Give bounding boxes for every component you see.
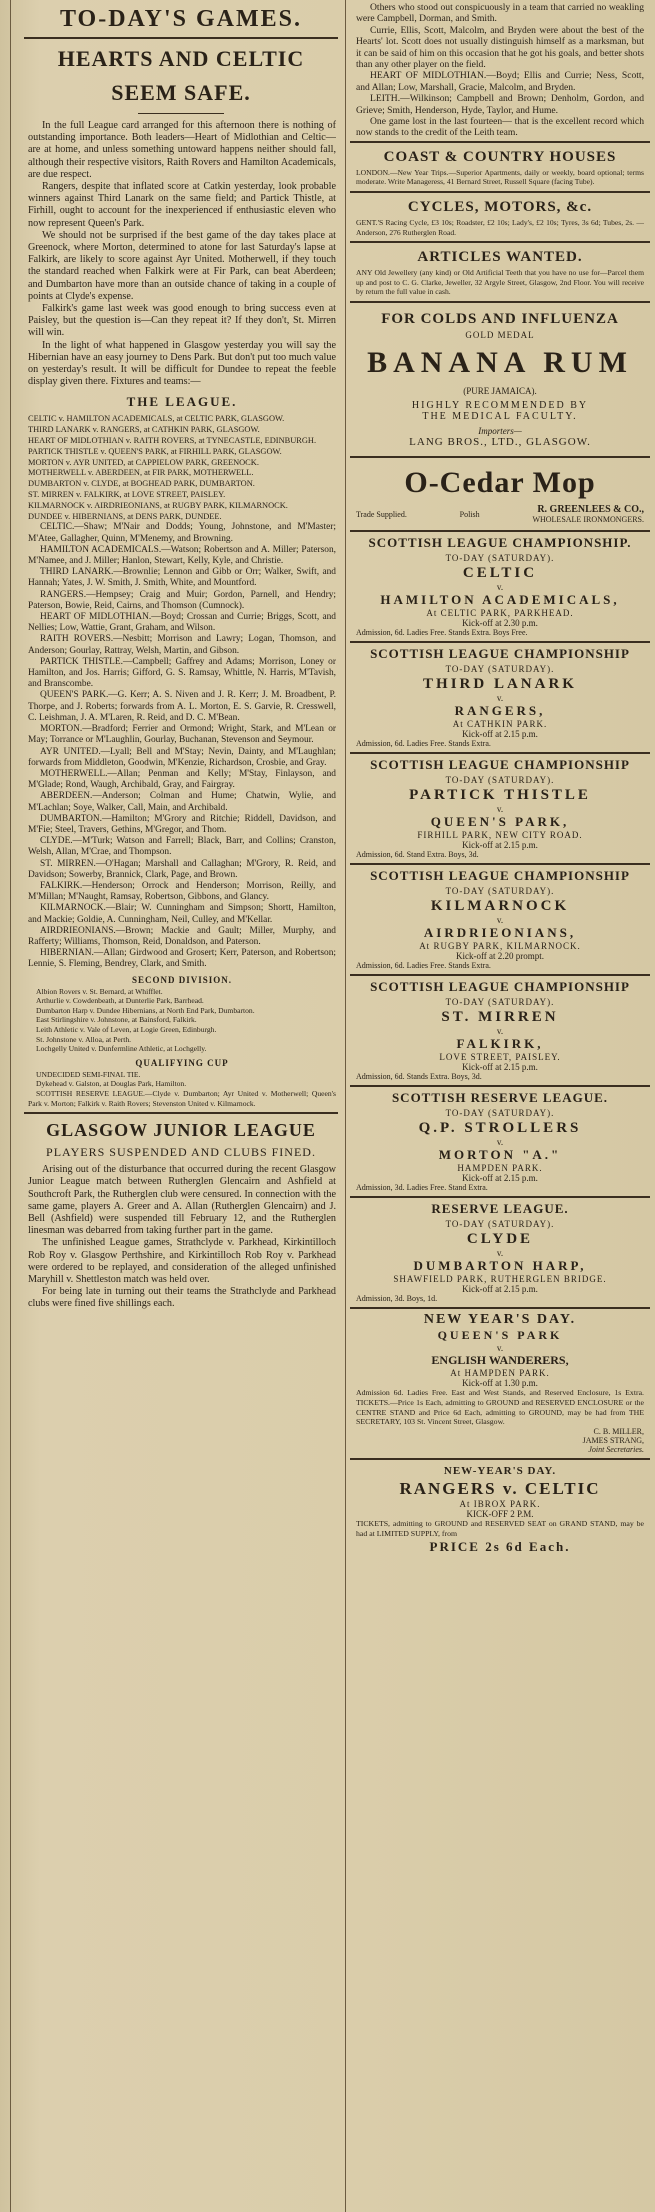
ocedar-footer — [356, 504, 644, 524]
coast-country-text: LONDON.—New Year Trips.—Superior Apartments, daily or weekly, board optional; terms moderate. Write Manageress, 41 Bernard Street, Russell Square (facing Tube). — [356, 167, 644, 187]
rangers-celtic-venue: At IBROX PARK. — [459, 1499, 541, 1510]
match-venue: At CELTIC PARK, PARKHEAD. — [426, 608, 574, 619]
match-venue: At RUGBY PARK, KILMARNOCK. — [419, 941, 581, 952]
report-paragraph: Others who stood out conspicuously in a team that carried no weakling were Campbell, Dorman, and Smith. — [356, 2, 644, 25]
match-team-home: KILMARNOCK — [430, 898, 570, 915]
glasgow-rule — [24, 1112, 338, 1114]
versus-label: v. — [496, 1137, 504, 1148]
team-lineup: RANGERS.—Hempsey; Craig and Muir; Gordon, Parnell, and Hendry; Paterson, Bowie, Reid, Cairns, and Thomson (Cumnock). — [28, 589, 336, 611]
new-years-text: Admission 6d. Ladies Free. East and West Stands, and Reserved Enclosure, 1s Extra. TICKETS.—Price 1s Each, admitting to GROUND and RESERVED ENCLOSURE or the CENTRE STAND and Price 6d Each, admitting to GROUND, may be had from THE SECRETARY, 103 St. Vincent Street, Glasgow. — [356, 1388, 644, 1427]
team-lineup: KILMARNOCK.—Blair; W. Cunningham and Simpson; Shortt, Hamilton, and Mackie; Goldie, A. Cunningham, Neil, Culley, and M'Kellar. — [28, 903, 336, 925]
rangers-celtic-text: TICKETS, admitting to GROUND and RESERVED SEAT on GRAND STAND, may be had at LIMITED SUPPLY, from — [356, 1519, 644, 1539]
match-ad — [350, 1085, 650, 1196]
match-kickoff: Kick-off at 2.20 prompt. — [455, 951, 545, 962]
fixture-item: ST. MIRREN v. FALKIRK, at LOVE STREET, PAISLEY. — [28, 490, 226, 500]
match-ad — [350, 530, 650, 641]
ocedar-logo: O-Cedar Mop — [404, 466, 596, 500]
match-heading: RESERVE LEAGUE. — [431, 1201, 569, 1217]
match-admission: Admission, 6d. Stand Extra. Boys, 3d. — [356, 850, 479, 860]
match-admission: Admission, 3d. Boys, 1d. — [356, 1294, 438, 1304]
fixture-item: PARTICK THISTLE v. QUEEN'S PARK, at FIRHILL PARK, GLASGOW. — [28, 446, 282, 456]
new-years-day-ad — [350, 1307, 650, 1458]
match-date: TO-DAY (SATURDAY). — [445, 997, 555, 1008]
match-team-away: HAMILTON ACADEMICALS, — [380, 592, 620, 608]
match-heading: SCOTTISH LEAGUE CHAMPIONSHIP — [370, 868, 630, 884]
match-date: TO-DAY (SATURDAY). — [445, 886, 555, 897]
match-ad — [350, 974, 650, 1085]
new-years-sig-2: JAMES STRANG, — [582, 1436, 644, 1446]
new-years-team-2: ENGLISH WANDERERS, — [431, 1353, 569, 1368]
match-team-away: QUEEN'S PARK, — [430, 814, 570, 830]
versus-label: v. — [496, 915, 504, 926]
rum-top-heading: FOR COLDS AND INFLUENZA — [381, 311, 619, 328]
rangers-celtic-kickoff: KICK-OFF 2 P.M. — [466, 1509, 534, 1520]
coast-country-heading: COAST & COUNTRY HOUSES — [383, 148, 617, 165]
second-division-fixture: Dumbarton Harp v. Dundee Hibernians, at North End Park, Dumbarton. — [36, 1005, 255, 1015]
ocedar-firm-2: WHOLESALE IRONMONGERS. — [532, 515, 644, 525]
match-venue: FIRHILL PARK, NEW CITY ROAD. — [417, 830, 583, 841]
match-team-away: RANGERS, — [454, 703, 546, 719]
qualifying-item: UNDECIDED SEMI-FINAL TIE. — [36, 1069, 141, 1079]
match-kickoff: Kick-off at 2.15 p.m. — [462, 1062, 538, 1073]
team-lineup: DUMBARTON.—Hamilton; M'Grory and Ritchie; Riddell, Davidson, and M'Fie; Steel, Travers, Gethins, M'Gregor, and Thom. — [28, 813, 336, 835]
headline-rule — [138, 113, 224, 114]
team-lineup: ST. MIRREN.—O'Hagan; Marshall and Callaghan; M'Grory, R. Reid, and Davidson; Sowerby, Brannick, Clark, Page, and Brown. — [28, 858, 336, 880]
match-ad — [350, 863, 650, 974]
match-date: TO-DAY (SATURDAY). — [445, 1219, 555, 1230]
match-team-home: ST. MIRREN — [441, 1009, 559, 1026]
cycles-heading: CYCLES, MOTORS, &c. — [407, 199, 593, 216]
new-years-team-1: QUEEN'S PARK — [437, 1328, 563, 1343]
article-paragraph: We should not be surprised if the best game of the day takes place at Greenock, where Morton, determined to atone for last Saturday's lapse at Falkirk, are likely to score against Ayr United. Motherwell, if they touch the standard reached when Falkirk were at Fir Park, can beat Aberdeen; and Dumbarton have more than an outside chance of taking in a couple of points at Clyde's expense. — [28, 229, 336, 302]
report-paragraph: LEITH.—Wilkinson; Campbell and Brown; Denholm, Gordon, and Grieve; Smith, Henderson, Hyde, Taylor, and Hume. — [356, 93, 644, 116]
match-heading: SCOTTISH LEAGUE CHAMPIONSHIP — [370, 979, 630, 995]
ocedar-ad — [350, 456, 650, 530]
rangers-celtic-title: RANGERS v. CELTIC — [399, 1479, 601, 1499]
report-paragraph: One game lost in the last fourteen— that is the excellent record which now stands to the credit of the Leith team. — [356, 116, 644, 139]
match-heading: SCOTTISH RESERVE LEAGUE. — [391, 1090, 609, 1106]
match-team-away: FALKIRK, — [456, 1036, 544, 1052]
match-kickoff: Kick-off at 2.15 p.m. — [462, 1284, 538, 1295]
team-lineup: AIRDRIEONIANS.—Brown; Mackie and Gault; Miller, Murphy, and Rafferty; Williams, Thomson, Reid, Donaldson, and Paterson. — [28, 925, 336, 947]
team-lineup: THIRD LANARK.—Brownlie; Lennon and Gibb or Orr; Walker, Swift, and Hannah; Yates, J. W. Smith, J. Smith, White, and Mountford. — [28, 567, 336, 589]
glasgow-paragraph: The unfinished League games, Strathclyde v. Parkhead, Kirkintilloch Rob Roy v. Glasgow Perthshire, and Kirkintilloch Rob Roy v. Parkhead were ordered to be replayed, and consideration of the alleged unfinished Maryhill v. Shettleston match was held over. — [28, 1237, 336, 1285]
match-team-home: CELTIC — [462, 565, 538, 582]
team-lineup: PARTICK THISTLE.—Campbell; Gaffrey and Adams; Morrison, Loney or Hamilton, and Jos. Harris; Gifford, G. S. Ramsay, Whittle, N. Harris, M'Tavish, and Branscombe. — [28, 656, 336, 690]
ocedar-firm-block — [532, 504, 644, 524]
report-paragraph: HEART OF MIDLOTHIAN.—Boyd; Ellis and Currie; Ness, Scott, and Allan; Low, Marshall, Gracie, Malcolm, and Bryden. — [356, 70, 644, 93]
rum-recommended: HIGHLY RECOMMENDED BY — [411, 400, 589, 412]
team-lineup: QUEEN'S PARK.—G. Kerr; A. S. Niven and J. R. Kerr; J. M. Broadbent, P. Thorpe, and J. Roberts; forwards from A. L. Morton, E. S. Garvie, R. Cresswell, C. Leishman, J. A. M'Laren, R. Reid, and D. C. M'Bean. — [28, 690, 336, 723]
match-admission: Admission, 6d. Stands Extra. Boys, 3d. — [356, 1072, 482, 1082]
second-division-fixture: Leith Athletic v. Vale of Leven, at Logie Green, Edinburgh. — [36, 1024, 217, 1034]
match-team-home: Q.P. STROLLERS — [418, 1120, 582, 1137]
second-division-fixture: Lochgelly United v. Dunfermline Athletic, at Lochgelly. — [36, 1044, 207, 1054]
match-date: TO-DAY (SATURDAY). — [445, 664, 555, 675]
fixture-item: THIRD LANARK v. RANGERS, at CATHKIN PARK, GLASGOW. — [28, 425, 260, 435]
new-years-heading: NEW YEAR'S DAY. — [423, 1312, 577, 1328]
rum-importers: Importers— — [478, 426, 522, 437]
article-paragraph: Rangers, despite that inflated score at Catkin yesterday, look probable winners against Third Lanark on the same field; and Partick Thistle, at Firhill, ought to account for the inexperienced if enthusiastic eleven who now represent Queen's Park. — [28, 181, 336, 229]
qualifying-item: Dykehead v. Galston, at Douglas Park, Hamilton. — [36, 1079, 187, 1089]
match-admission: Admission, 6d. Ladies Free. Stands Extra. Boys Free. — [356, 628, 528, 638]
ocedar-trade: Trade Supplied. — [356, 509, 407, 519]
glasgow-paragraph: For being late in turning out their teams the Strathclyde and Parkhead clubs were fined five shillings each. — [28, 1286, 336, 1310]
second-division-fixture: St. Johnstone v. Alloa, at Perth. — [36, 1034, 132, 1044]
banana-rum-ad — [350, 301, 650, 456]
match-date: TO-DAY (SATURDAY). — [445, 1108, 555, 1119]
left-column — [18, 0, 344, 2212]
glasgow-paragraph: Arising out of the disturbance that occurred during the recent Glasgow Junior League match between Rutherglen Glencairn and Ashfield at Southcroft Park, the Rutherglen club were censured. In connection with the same game, players A. Greer and A. Allan (Rutherglen Glencairn) and J. Bell (Ashfield) were suspended till February 12, and the Rutherglen linesman was debarred from taking further part in the game. — [28, 1164, 336, 1237]
report-paragraph: Currie, Ellis, Scott, Malcolm, and Bryden were about the best of the Hearts' lot. Scott does not usually distinguish himself as a marksman, but it can be said of him on this occasion that he got his goals, and better shots than any other player on the field. — [356, 24, 644, 71]
match-team-home: PARTICK THISTLE — [409, 787, 591, 804]
second-division-heading: SECOND DIVISION. — [131, 974, 233, 985]
left-edge-rule — [10, 0, 11, 2212]
match-heading: SCOTTISH LEAGUE CHAMPIONSHIP — [370, 646, 630, 662]
right-column — [350, 0, 650, 2212]
versus-label: v. — [496, 582, 504, 593]
match-admission: Admission, 6d. Ladies Free. Stands Extra. — [356, 739, 491, 749]
rum-pure: (PURE JAMAICA). — [463, 386, 537, 397]
match-team-home: THIRD LANARK — [423, 676, 577, 693]
match-kickoff: Kick-off at 2.15 p.m. — [462, 1173, 538, 1184]
rangers-celtic-ad — [350, 1458, 650, 1559]
fixture-item: MORTON v. AYR UNITED, at CAPPIELOW PARK, GREENOCK. — [28, 457, 259, 467]
team-lineup: HIBERNIAN.—Allan; Girdwood and Grosert; Kerr, Paterson, and Robertson; Lennie, S. Fleming, Bendrey, Clark, and Smith. — [28, 948, 336, 970]
match-ad — [350, 1196, 650, 1307]
match-team-away: AIRDRIEONIANS, — [423, 925, 577, 941]
rangers-celtic-heading: NEW-YEAR'S DAY. — [443, 1465, 557, 1478]
team-lineup: HAMILTON ACADEMICALS.—Watson; Robertson and A. Miller; Paterson, M'Namee, and J. Miller; Hanlon, Stewart, Kelly, Kyle, and Christie. — [28, 544, 336, 567]
match-venue: At CATHKIN PARK. — [452, 719, 548, 730]
new-years-kickoff: Kick-off at 1.30 p.m. — [462, 1378, 538, 1389]
title-rule — [24, 37, 338, 39]
ocedar-polish: Polish — [459, 509, 480, 519]
match-date: TO-DAY (SATURDAY). — [445, 553, 555, 564]
article-paragraph: Falkirk's game last week was good enough to bring success even at Paisley, but the question is—Can they repeat it? If they don't, St. Mirren will win. — [28, 303, 336, 339]
glasgow-junior-heading: GLASGOW JUNIOR LEAGUE — [46, 1120, 316, 1141]
match-heading: SCOTTISH LEAGUE CHAMPIONSHIP. — [368, 535, 632, 551]
match-team-home: CLYDE — [466, 1231, 534, 1248]
team-lineup: CELTIC.—Shaw; M'Nair and Dodds; Young, Johnstone, and M'Master; M'Atee, Gallagher, Quinn, M'Menemy, and Browning. — [28, 522, 336, 544]
match-admission: Admission, 6d. Ladies Free. Stands Extra. — [356, 961, 491, 971]
league-heading: THE LEAGUE. — [126, 394, 238, 410]
headline-line-2: SEEM SAFE. — [111, 80, 251, 105]
ocedar-firm: R. GREENLEES & CO., — [537, 504, 644, 516]
articles-wanted-heading: ARTICLES WANTED. — [417, 249, 583, 266]
match-team-away: MORTON "A." — [438, 1147, 562, 1163]
article-paragraph: In the full League card arranged for this afternoon there is nothing of outstanding importance. Both leaders—Heart of Midlothian and Celtic—are at home, and unless something untoward happens neither should fall, although their respective visitors, Raith Rovers and Hamilton Academicals, are due respect. — [28, 120, 336, 180]
new-years-venue: At HAMPDEN PARK. — [450, 1368, 550, 1379]
glasgow-junior-subheading: PLAYERS SUSPENDED AND CLUBS FINED. — [46, 1145, 316, 1160]
match-heading: SCOTTISH LEAGUE CHAMPIONSHIP — [370, 757, 630, 773]
cycles-text: GENT.'S Racing Cycle, £3 10s; Roadster, £2 10s; Lady's, £2 10s; Tyres, 3s 6d; Tubes, 2s. —Anderson, 276 Rutherglen Road. — [356, 218, 644, 237]
versus-label: v. — [496, 1343, 504, 1354]
versus-label: v. — [496, 804, 504, 815]
fixture-item: CELTIC v. HAMILTON ACADEMICALS, at CELTIC PARK, GLASGOW. — [28, 414, 285, 424]
rangers-celtic-price: PRICE 2s 6d Each. — [429, 1538, 571, 1554]
cycles-ad — [350, 191, 650, 241]
coast-country-ad — [350, 141, 650, 191]
team-lineup: MOTHERWELL.—Allan; Penman and Kelly; M'Stay, Finlayson, and M'Glade; Rond, Waugh, Archibald, Gray, and Fairgray. — [28, 768, 336, 791]
team-lineup: HEART OF MIDLOTHIAN.—Boyd; Crossan and Currie; Briggs, Scott, and Nellies; Low, Wattie, Grant, Graham, and Wilson. — [28, 612, 336, 634]
team-lineup: ABERDEEN.—Anderson; Colman and Hume; Chatwin, Wylie, and M'Lachlan; Soye, Walker, Call, Main, and Archibald. — [28, 791, 336, 813]
fixture-item: MOTHERWELL v. ABERDEEN, at FIR PARK, MOTHERWELL. — [28, 468, 254, 478]
rum-medal: GOLD MEDAL — [465, 330, 535, 341]
new-years-sig-role: Joint Secretaries. — [588, 1445, 644, 1455]
match-ad — [350, 641, 650, 752]
article-body — [18, 120, 344, 1108]
match-venue: LOVE STREET, PAISLEY. — [439, 1052, 561, 1063]
section-title: TO-DAY'S GAMES. — [59, 6, 303, 32]
match-kickoff: Kick-off at 2.30 p.m. — [462, 618, 538, 629]
match-ad — [350, 752, 650, 863]
fixture-item: DUMBARTON v. CLYDE, at BOGHEAD PARK, DUMBARTON. — [28, 479, 255, 489]
second-division-fixture: East Stirlingshire v. Johnstone, at Bainsford, Falkirk. — [36, 1015, 197, 1025]
match-team-away: DUMBARTON HARP, — [413, 1258, 587, 1274]
team-lineup: RAITH ROVERS.—Nesbitt; Morrison and Lawry; Logan, Thomson, and Anderson; Gourlay, Rattray, Welsh, Martin, and Gibson. — [28, 634, 336, 656]
articles-wanted-ad — [350, 241, 650, 301]
article-paragraph: In the light of what happened in Glasgow yesterday you will say the Hibernian have an easy journey to Dens Park. But don't put too much value on yesterday's result. It will be difficult for Dundee to repeat the feeble display given there. Fixtures and teams:— — [28, 339, 336, 388]
team-lineup: CLYDE.—M'Turk; Watson and Farrell; Black, Barr, and Collins; Cranston, Welsh, Allan, M'Crae, and Thompson. — [28, 836, 336, 858]
team-lineup: FALKIRK.—Henderson; Orrock and Henderson; Morrison, Reilly, and M'Millan; M'Naught, Ramsay, Robertson, Gibbons, and Glancy. — [28, 880, 336, 903]
leith-report — [350, 0, 650, 141]
match-venue: HAMPDEN PARK. — [457, 1163, 543, 1174]
qualifying-item: SCOTTISH RESERVE LEAGUE.—Clyde v. Dumbarton; Ayr United v. Motherwell; Queen's Park v. Morton; Falkirk v. Raith Rovers; Stevenston United v. Kilmarnock. — [28, 1088, 336, 1108]
fixture-item: KILMARNOCK v. AIRDRIEONIANS, at RUGBY PARK, KILMARNOCK. — [28, 500, 288, 510]
rum-medical: THE MEDICAL FACULTY. — [422, 411, 578, 423]
second-division-fixture: Arthurlie v. Cowdenbeath, at Dunterlie Park, Barrhead. — [36, 996, 204, 1006]
fixture-item: DUNDEE v. HIBERNIANS, at DENS PARK, DUNDEE. — [28, 511, 222, 521]
versus-label: v. — [496, 1248, 504, 1259]
second-division-fixture: Albion Rovers v. St. Bernard, at Whifflet. — [36, 986, 163, 996]
match-date: TO-DAY (SATURDAY). — [445, 775, 555, 786]
column-divider — [345, 0, 346, 2212]
team-lineup: MORTON.—Bradford; Ferrier and Ormond; Wright, Stark, and M'Lean or May; Torrance or M'Laughlin, Gourlay, Buchanan, Stevenson and Seymour. — [28, 724, 336, 746]
rum-firm: LANG BROS., LTD., GLASGOW. — [409, 436, 591, 449]
versus-label: v. — [496, 693, 504, 704]
match-venue: SHAWFIELD PARK, RUTHERGLEN BRIDGE. — [393, 1274, 607, 1285]
rum-title: BANANA RUM — [367, 346, 633, 380]
match-kickoff: Kick-off at 2.15 p.m. — [462, 840, 538, 851]
fixture-item: HEART OF MIDLOTHIAN v. RAITH ROVERS, at TYNECASTLE, EDINBURGH. — [28, 436, 317, 446]
match-admission: Admission, 3d. Ladies Free. Stand Extra. — [356, 1183, 488, 1193]
match-list — [350, 530, 650, 1307]
match-kickoff: Kick-off at 2.15 p.m. — [462, 729, 538, 740]
new-years-sig-1: C. B. MILLER, — [593, 1427, 644, 1437]
team-lineup: AYR UNITED.—Lyall; Bell and M'Stay; Nevin, Dainty, and M'Laughlan; forwards from Middleton, Goodwin, M'Kenzie, Richardson, Crosbie, and Gray. — [28, 746, 336, 768]
versus-label: v. — [496, 1026, 504, 1037]
glasgow-body — [18, 1164, 344, 1310]
qualifying-cup-heading: QUALIFYING CUP — [135, 1057, 229, 1068]
articles-wanted-text: ANY Old Jewellery (any kind) or Old Artificial Teeth that you have no use for—Parcel them up and post to C. G. Clarke, Jeweller, 32 Argyle Street, Glasgow, 2nd Floor. You will receive by return the full value in cash. — [356, 268, 644, 297]
headline-line-1: HEARTS AND CELTIC — [57, 46, 305, 71]
